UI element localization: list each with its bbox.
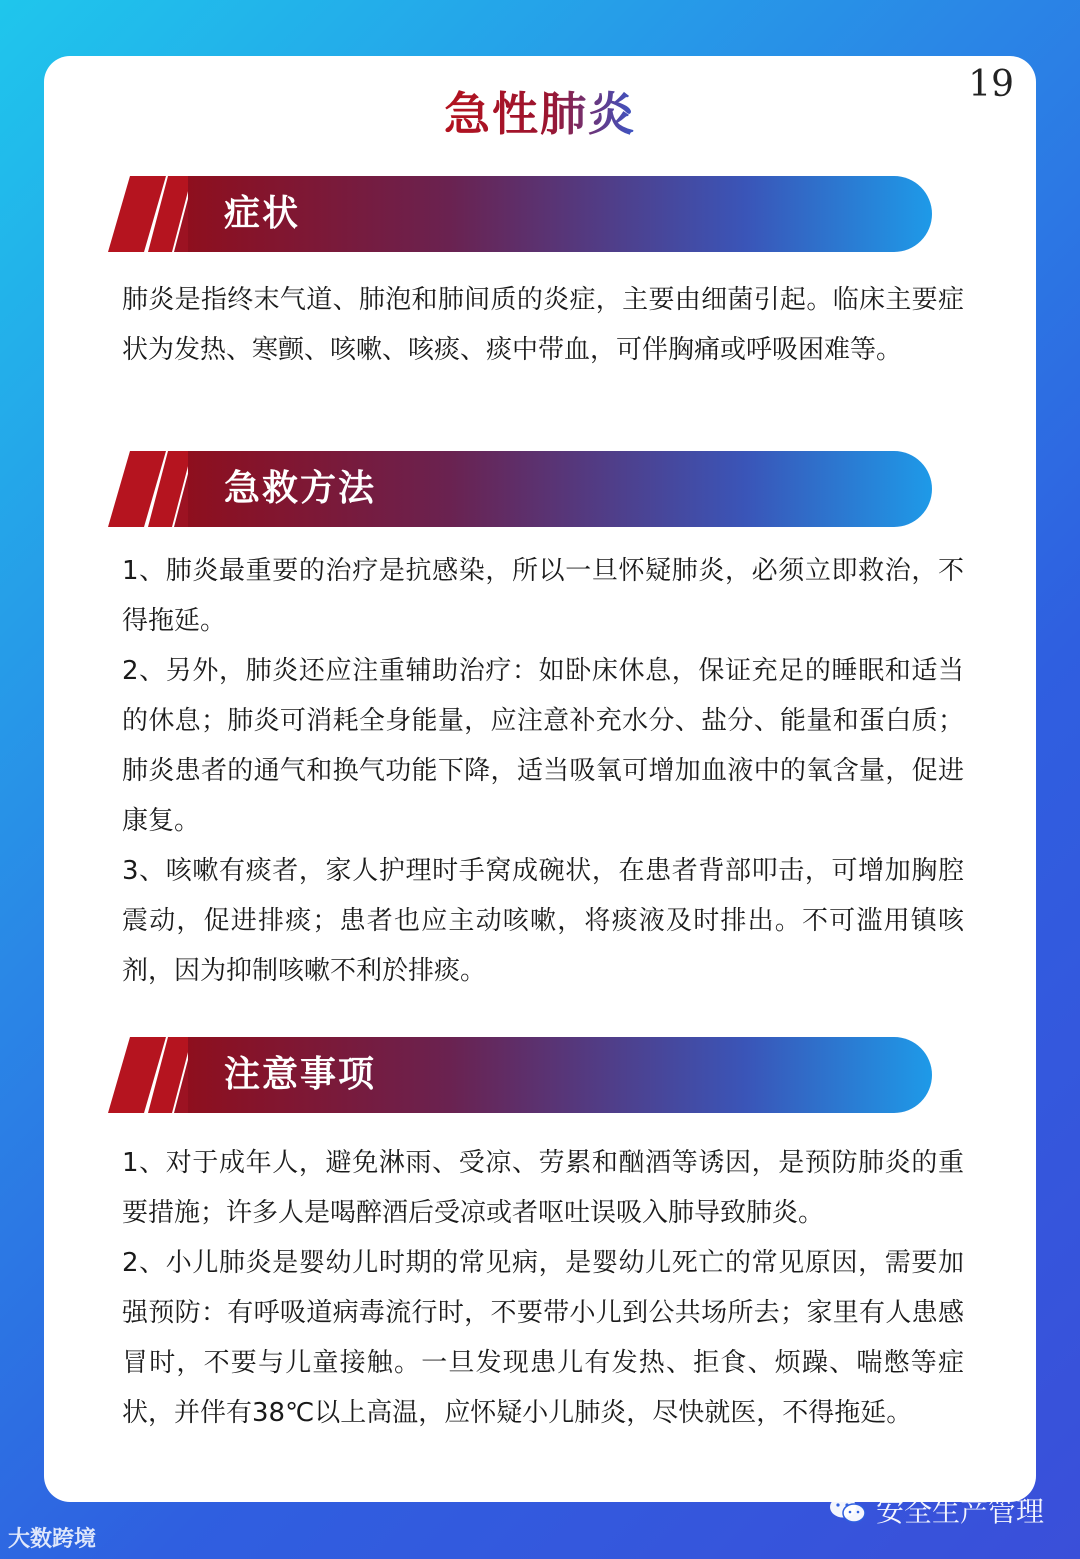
section-body-precautions xyxy=(122,1138,964,1438)
document-card xyxy=(44,56,1036,1502)
paragraph: 3、咳嗽有痰者，家人护理时手窝成碗状，在患者背部叩击，可增加胸腔震动，促进排痰；患者也应主动咳嗽，将痰液及时排出。不可滥用镇咳剂，因为抑制咳嗽不利於排痰。 xyxy=(122,856,964,986)
section-body-symptoms xyxy=(122,275,964,375)
paragraph: 1、对于成年人，避免淋雨、受凉、劳累和酗酒等诱因，是预防肺炎的重要措施；许多人是喝醉酒后受凉或者呕吐误吸入肺导致肺炎。 xyxy=(122,1148,964,1228)
section-heading: 注意事项 xyxy=(224,1054,377,1095)
page-title-text: 急性肺炎 xyxy=(444,87,636,141)
watermark-right xyxy=(828,1490,1044,1530)
paragraph: 肺炎是指终末气道、肺泡和肺间质的炎症，主要由细菌引起。临床主要症状为发热、寒颤、咳嗽、咳痰、痰中带血，可伴胸痛或呼吸困难等。 xyxy=(122,285,964,365)
watermark-left: 大数跨境 xyxy=(8,1527,97,1552)
section-body-first-aid xyxy=(122,546,964,996)
section-heading: 急救方法 xyxy=(224,468,377,509)
section-header-first-aid xyxy=(108,451,932,527)
section-heading: 症状 xyxy=(224,193,301,234)
section-header-precautions xyxy=(108,1037,932,1113)
paragraph: 1、肺炎最重要的治疗是抗感染，所以一旦怀疑肺炎，必须立即救治，不得拖延。 xyxy=(122,556,964,636)
page-number: 19 xyxy=(968,64,1014,105)
paragraph: 2、小儿肺炎是婴幼儿时期的常见病，是婴幼儿死亡的常见原因，需要加强预防：有呼吸道病毒流行时，不要带小儿到公共场所去；家里有人患感冒时，不要与儿童接触。一旦发现患儿有发热、拒食、烦躁、喘憋等症状，并伴有38℃以上高温，应怀疑小儿肺炎，尽快就医，不得拖延。 xyxy=(122,1248,964,1428)
paragraph: 2、另外，肺炎还应注重辅助治疗：如卧床休息，保证充足的睡眠和适当的休息；肺炎可消耗全身能量，应注意补充水分、盐分、能量和蛋白质；肺炎患者的通气和换气功能下降，适当吸氧可增加血液中的氧含量，促进康复。 xyxy=(122,656,964,836)
watermark-right-text: 安全生产管理 xyxy=(875,1495,1044,1528)
wechat-icon xyxy=(828,1494,868,1526)
section-header-symptoms xyxy=(108,176,932,252)
page-title xyxy=(44,78,1036,144)
